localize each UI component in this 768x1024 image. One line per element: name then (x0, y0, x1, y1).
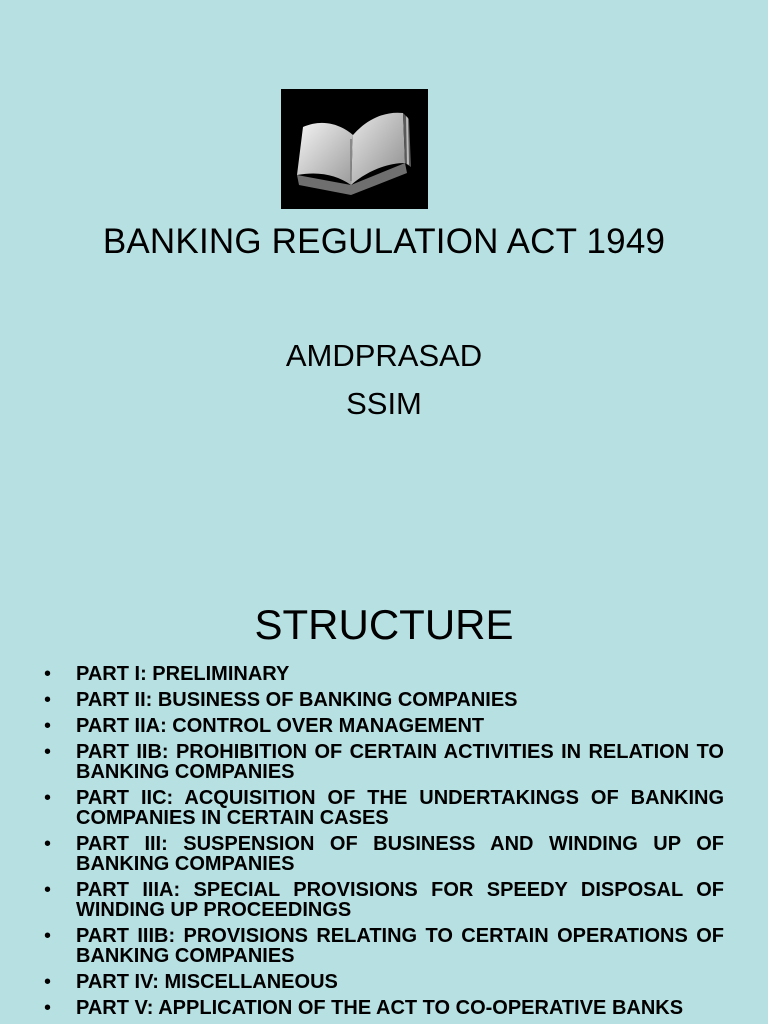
list-item (44, 998, 724, 1018)
part-text: PART V: APPLICATION OF THE ACT TO CO-OPERATIVE BANKS (76, 997, 684, 1019)
open-book-icon (281, 89, 428, 209)
bullet-icon: • (44, 997, 52, 1019)
bullet-icon: • (44, 715, 52, 737)
part-text: PART IIC: ACQUISITION OF THE UNDERTAKINGS OF BANKING COMPANIES IN CERTAIN CASES (76, 787, 724, 829)
part-list (44, 664, 724, 1024)
author-name: AMDPRASAD (285, 338, 483, 373)
part-text: PART I: PRELIMINARY (76, 663, 290, 685)
author-block (0, 332, 768, 428)
bullet-icon: • (44, 689, 52, 711)
part-text: PART IV: MISCELLANEOUS (76, 971, 338, 993)
list-item (44, 788, 724, 828)
list-item (44, 834, 724, 874)
author-institution: SSIM (346, 386, 422, 421)
list-item (44, 664, 724, 684)
bullet-icon: • (44, 741, 52, 763)
document-title: BANKING REGULATION ACT 1949 (102, 222, 666, 261)
bullet-icon: • (44, 971, 52, 993)
bullet-icon: • (44, 663, 52, 685)
bullet-icon: • (44, 879, 52, 901)
open-book-graphic (281, 89, 428, 209)
part-text: PART IIB: PROHIBITION OF CERTAIN ACTIVITIES IN RELATION TO BANKING COMPANIES (76, 741, 724, 783)
part-text: PART IIA: CONTROL OVER MANAGEMENT (76, 715, 485, 737)
list-item (44, 690, 724, 710)
part-text: PART IIIB: PROVISIONS RELATING TO CERTAIN OPERATIONS OF BANKING COMPANIES (76, 925, 724, 967)
list-item (44, 880, 724, 920)
bullet-icon: • (44, 925, 52, 947)
list-item (44, 716, 724, 736)
structure-heading: STRUCTURE (254, 601, 514, 648)
part-text: PART III: SUSPENSION OF BUSINESS AND WINDING UP OF BANKING COMPANIES (76, 833, 724, 875)
bullet-icon: • (44, 833, 52, 855)
list-item (44, 972, 724, 992)
part-text: PART II: BUSINESS OF BANKING COMPANIES (76, 689, 518, 711)
bullet-icon: • (44, 787, 52, 809)
list-item (44, 926, 724, 966)
part-text: PART IIIA: SPECIAL PROVISIONS FOR SPEEDY DISPOSAL OF WINDING UP PROCEEDINGS (76, 879, 724, 921)
list-item (44, 742, 724, 782)
